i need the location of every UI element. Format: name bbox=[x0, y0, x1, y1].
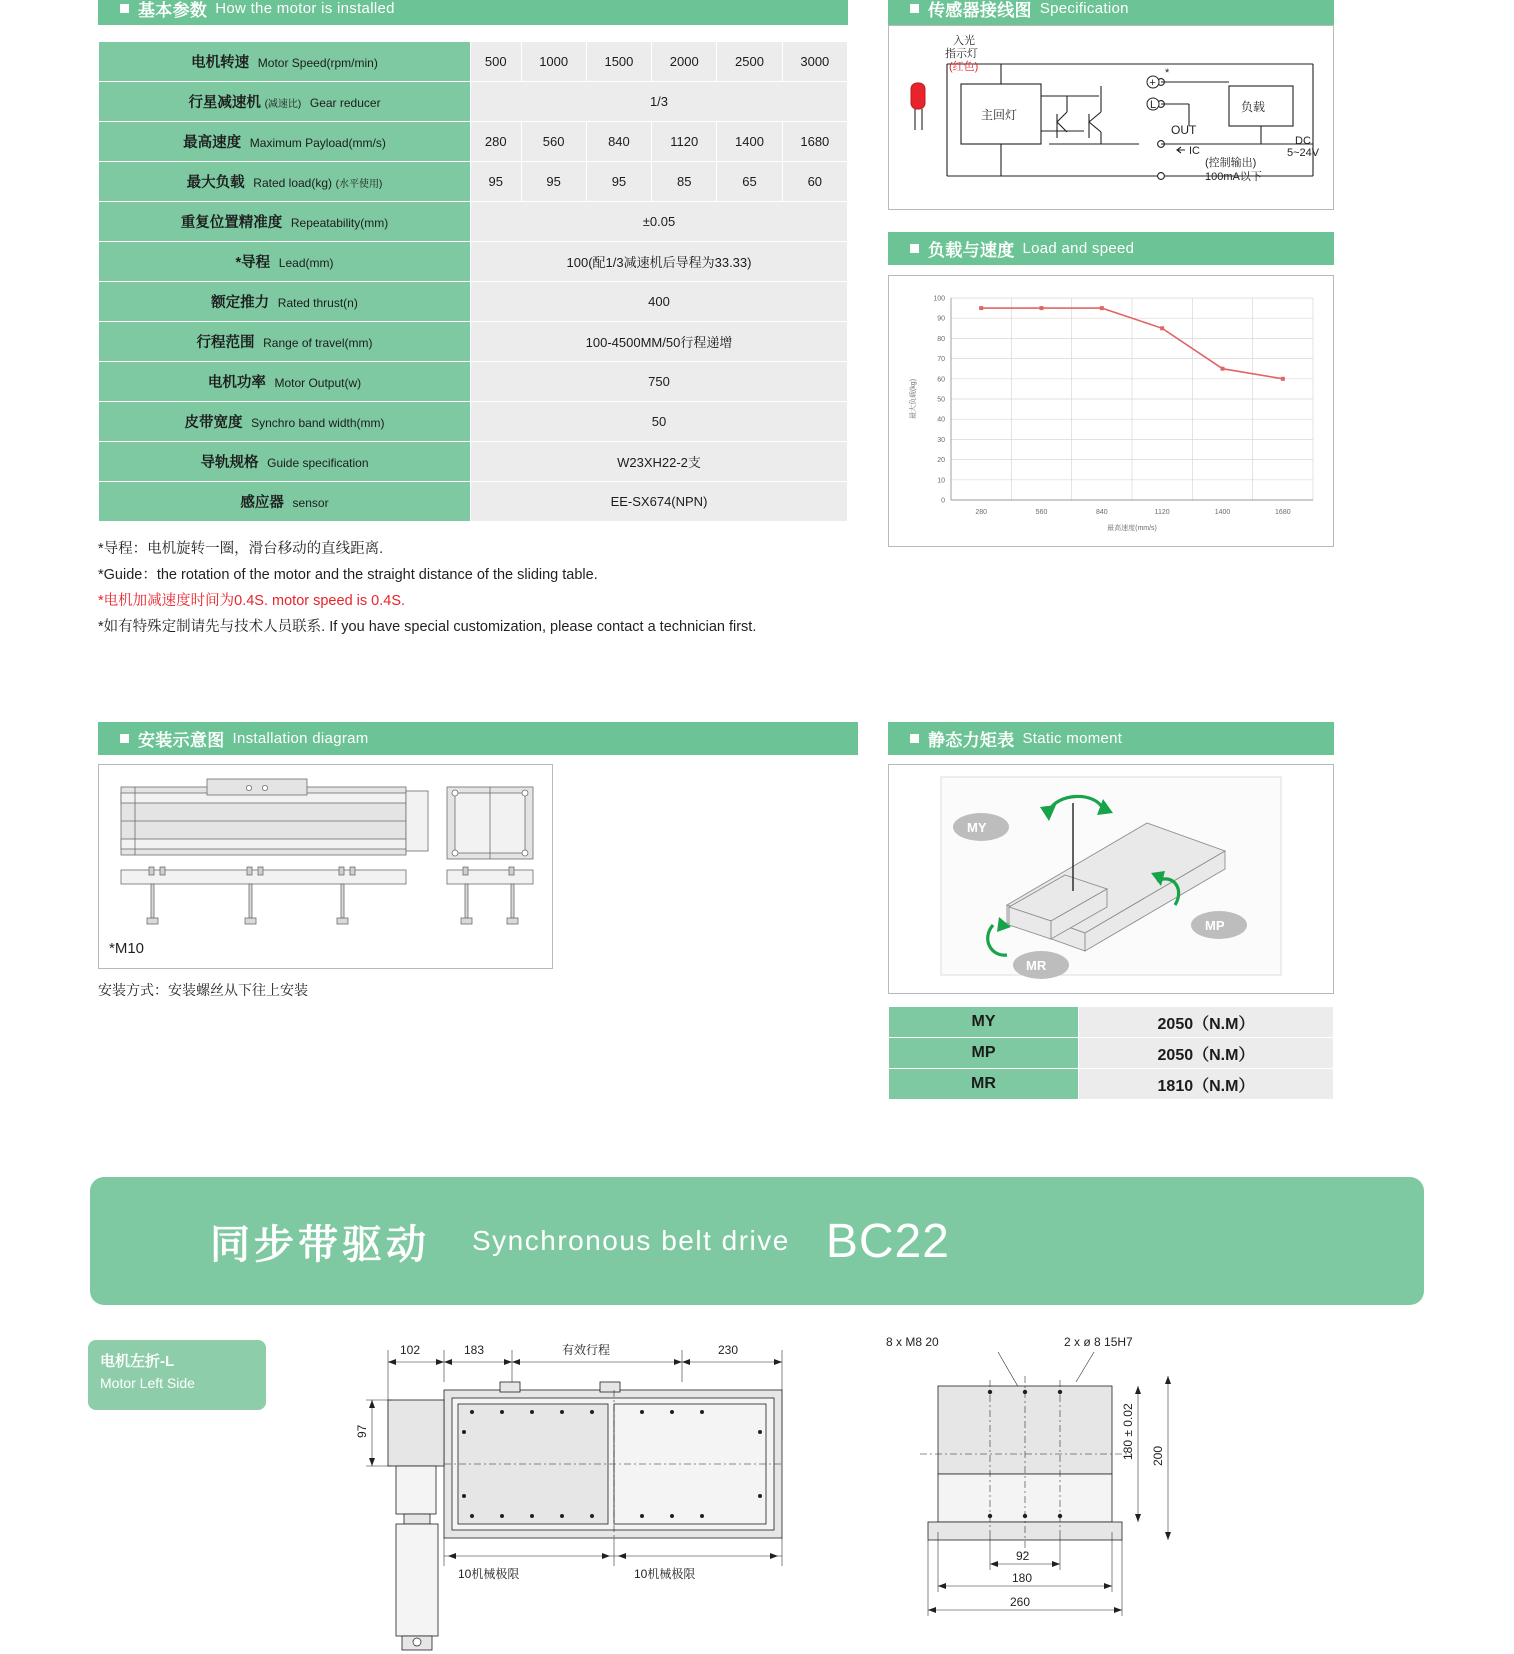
row-label-cn: 皮带宽度 bbox=[184, 415, 243, 431]
svg-text:100mA以下: 100mA以下 bbox=[1205, 171, 1262, 183]
static-moment-section bbox=[888, 722, 1334, 1100]
row-label-cn: 最大负载 bbox=[186, 175, 245, 191]
dim-183: 183 bbox=[464, 1343, 485, 1357]
cell-value: 2500 bbox=[717, 42, 782, 82]
row-label-cn: 行星减速机 bbox=[188, 95, 261, 111]
table-row bbox=[99, 442, 848, 482]
moment-key: MY bbox=[889, 1007, 1079, 1038]
cell-value: 1120 bbox=[652, 122, 717, 162]
row-label-cn: 重复位置精准度 bbox=[180, 215, 283, 231]
table-row bbox=[889, 1069, 1334, 1100]
banner-title-en: Synchronous belt drive bbox=[472, 1225, 790, 1256]
svg-text:最高速度(mm/s): 最高速度(mm/s) bbox=[1107, 525, 1157, 532]
cell-value: 500 bbox=[471, 42, 522, 82]
table-row bbox=[99, 362, 848, 402]
cell-value: 100-4500MM/50行程递增 bbox=[471, 322, 848, 362]
square-bullet-icon bbox=[910, 4, 919, 13]
section-title-cn: 负载与速度 bbox=[928, 241, 1015, 260]
basic-parameters-section bbox=[98, 0, 848, 640]
row-label-cn: 电机转速 bbox=[191, 55, 250, 71]
svg-text:80: 80 bbox=[937, 335, 945, 343]
moment-tag-my: MY bbox=[967, 820, 987, 835]
table-row bbox=[99, 402, 848, 442]
row-label-cn: 额定推力 bbox=[211, 295, 270, 311]
svg-text:(控制输出): (控制输出) bbox=[1205, 157, 1257, 169]
sensor-wiring-diagram bbox=[888, 25, 1334, 210]
section-title-cn: 静态力矩表 bbox=[928, 731, 1015, 750]
row-label-cn: 电机功率 bbox=[207, 375, 266, 391]
svg-text:280: 280 bbox=[975, 509, 988, 516]
row-label-cn: 感应器 bbox=[240, 495, 284, 511]
svg-text:L: L bbox=[1150, 99, 1157, 111]
section-header-loadspeed bbox=[888, 232, 1334, 265]
installation-note: 安装方式：安装螺丝从下往上安装 bbox=[98, 982, 308, 998]
square-bullet-icon bbox=[120, 734, 129, 743]
motor-tag-cn: 电机左折-L bbox=[100, 1353, 175, 1370]
dim-limit-right: 10机械极限 bbox=[634, 1567, 696, 1581]
table-row bbox=[889, 1038, 1334, 1069]
cell-value: 95 bbox=[586, 162, 651, 202]
table-row bbox=[99, 122, 848, 162]
cell-value: 100(配1/3减速机后导程为33.33) bbox=[471, 242, 848, 282]
parameters-table bbox=[98, 41, 848, 522]
section-title-cn: 安装示意图 bbox=[138, 731, 225, 750]
dim-92: 92 bbox=[1016, 1549, 1030, 1563]
svg-text:10: 10 bbox=[937, 477, 945, 485]
cell-value: 1/3 bbox=[471, 82, 848, 122]
row-label-en: sensor bbox=[292, 496, 329, 510]
cell-value: EE-SX674(NPN) bbox=[471, 482, 848, 522]
note-line: *如有特殊定制请先与技术人员联系. If you have special customization, please contact a technician first. bbox=[98, 619, 757, 635]
svg-text:40: 40 bbox=[937, 416, 945, 424]
dim-260: 260 bbox=[1010, 1595, 1031, 1609]
dim-200: 200 bbox=[1151, 1445, 1165, 1466]
svg-text:1120: 1120 bbox=[1154, 509, 1170, 516]
moment-tag-mp: MP bbox=[1205, 918, 1225, 933]
moment-tag-mr: MR bbox=[1026, 958, 1047, 973]
svg-text:指示灯: 指示灯 bbox=[945, 48, 978, 60]
moment-value: 2050（N.M） bbox=[1079, 1038, 1334, 1069]
cell-value: 1000 bbox=[521, 42, 586, 82]
row-label-en: Repeatability(mm) bbox=[290, 216, 389, 230]
section-title-cn: 传感器接线图 bbox=[928, 1, 1032, 20]
section-title-en: Specification bbox=[1039, 0, 1129, 17]
section-title-en: Installation diagram bbox=[232, 730, 369, 747]
table-row bbox=[889, 1007, 1334, 1038]
section-header-install bbox=[98, 722, 858, 755]
row-label-note: (减速比) bbox=[264, 99, 302, 110]
table-row bbox=[99, 82, 848, 122]
svg-text:1400: 1400 bbox=[1214, 509, 1231, 516]
cell-value: 2000 bbox=[652, 42, 717, 82]
row-label bbox=[99, 362, 471, 402]
product-banner bbox=[90, 1177, 1424, 1305]
cell-value: 280 bbox=[471, 122, 522, 162]
section-title-en: Static moment bbox=[1022, 730, 1123, 747]
banner-model-code: BC22 bbox=[825, 1214, 950, 1268]
row-label bbox=[99, 42, 471, 82]
svg-text:DC: DC bbox=[1295, 135, 1311, 147]
cell-value: 65 bbox=[717, 162, 782, 202]
table-row bbox=[99, 42, 848, 82]
section-header-sensor bbox=[888, 0, 1334, 25]
motor-orientation-tag bbox=[88, 1340, 266, 1410]
row-label bbox=[99, 402, 471, 442]
row-label-note: (水平使用) bbox=[335, 179, 383, 190]
notes-block bbox=[98, 536, 848, 640]
row-label bbox=[99, 322, 471, 362]
row-label bbox=[99, 282, 471, 322]
row-label bbox=[99, 162, 471, 202]
svg-text:840: 840 bbox=[1095, 509, 1108, 516]
row-label-cn: *导程 bbox=[235, 255, 271, 271]
row-label-en: Gear reducer bbox=[309, 96, 381, 110]
note-line-highlight: *电机加减速度时间为0.4S. motor speed is 0.4S. bbox=[98, 593, 406, 609]
section-title-en: Load and speed bbox=[1022, 240, 1135, 257]
front-view-drawing bbox=[352, 1320, 822, 1654]
row-label bbox=[99, 202, 471, 242]
row-label bbox=[99, 442, 471, 482]
svg-text:OUT: OUT bbox=[1171, 123, 1197, 137]
row-label-en: Motor Speed(rpm/min) bbox=[257, 56, 378, 70]
svg-text:50: 50 bbox=[937, 396, 945, 404]
cell-value: 750 bbox=[471, 362, 848, 402]
row-label-en: Rated thrust(n) bbox=[277, 296, 358, 310]
cell-value: 85 bbox=[652, 162, 717, 202]
table-row bbox=[99, 282, 848, 322]
section-header-static bbox=[888, 722, 1334, 755]
table-row bbox=[99, 202, 848, 242]
row-label bbox=[99, 482, 471, 522]
load-speed-chart bbox=[888, 275, 1334, 547]
cell-value: 400 bbox=[471, 282, 848, 322]
row-label-cn: 行程范围 bbox=[196, 335, 255, 351]
svg-text:IC: IC bbox=[1189, 145, 1200, 157]
row-label-en: Guide specification bbox=[267, 456, 369, 470]
dim-180: 180 bbox=[1012, 1571, 1033, 1585]
svg-text:100: 100 bbox=[933, 295, 945, 303]
cell-value: 1680 bbox=[782, 122, 847, 162]
moment-key: MR bbox=[889, 1069, 1079, 1100]
svg-text:1680: 1680 bbox=[1275, 509, 1291, 516]
static-moment-diagram bbox=[888, 764, 1334, 994]
section-header-basic bbox=[98, 0, 848, 25]
svg-text:5~24V: 5~24V bbox=[1287, 147, 1320, 159]
svg-text:30: 30 bbox=[937, 436, 945, 444]
cell-value: 840 bbox=[586, 122, 651, 162]
cell-value: 560 bbox=[521, 122, 586, 162]
specification-section bbox=[888, 0, 1334, 547]
installation-diagram bbox=[98, 764, 553, 969]
section-title-en: How the motor is installed bbox=[215, 0, 395, 17]
row-label-en: Rated load(kg) bbox=[253, 176, 333, 190]
cell-value: 3000 bbox=[782, 42, 847, 82]
row-label-en: Synchro band width(mm) bbox=[251, 416, 385, 430]
row-label bbox=[99, 122, 471, 162]
motor-tag-en: Motor Left Side bbox=[100, 1375, 195, 1391]
row-label-en: Motor Output(w) bbox=[274, 376, 362, 390]
dim-effective-stroke: 有效行程 bbox=[562, 1343, 611, 1357]
row-label-en: Lead(mm) bbox=[278, 256, 334, 270]
row-label bbox=[99, 82, 471, 122]
static-moment-table bbox=[888, 1006, 1334, 1100]
table-row bbox=[99, 162, 848, 202]
moment-value: 1810（N.M） bbox=[1079, 1069, 1334, 1100]
square-bullet-icon bbox=[910, 244, 919, 253]
svg-text:主回灯: 主回灯 bbox=[981, 108, 1018, 122]
row-label-cn: 导轨规格 bbox=[200, 455, 259, 471]
installation-section bbox=[98, 722, 858, 1000]
cell-value: W23XH22-2支 bbox=[471, 442, 848, 482]
svg-text:(红色): (红色) bbox=[949, 61, 979, 73]
dim-180-tol: 180 ± 0.02 bbox=[1121, 1403, 1135, 1460]
svg-text:+: + bbox=[1149, 76, 1156, 89]
install-marker-label: *M10 bbox=[109, 940, 145, 957]
svg-text:90: 90 bbox=[937, 315, 945, 323]
dim-holes-m8: 8 x M8 20 bbox=[886, 1335, 939, 1349]
row-label bbox=[99, 242, 471, 282]
svg-text:最大负载(kg): 最大负载(kg) bbox=[910, 378, 917, 420]
cell-value: 1400 bbox=[717, 122, 782, 162]
table-row bbox=[99, 322, 848, 362]
table-row bbox=[99, 482, 848, 522]
svg-text:60: 60 bbox=[937, 376, 945, 384]
square-bullet-icon bbox=[120, 4, 129, 13]
moment-key: MP bbox=[889, 1038, 1079, 1069]
dim-pins: 2 x ø 8 15H7 bbox=[1064, 1335, 1133, 1349]
cell-value: 60 bbox=[782, 162, 847, 202]
svg-text:560: 560 bbox=[1035, 509, 1048, 516]
cell-value: 50 bbox=[471, 402, 848, 442]
side-view-drawing bbox=[880, 1320, 1220, 1654]
moment-value: 2050（N.M） bbox=[1079, 1007, 1334, 1038]
svg-text:20: 20 bbox=[937, 457, 945, 465]
svg-text:入光: 入光 bbox=[953, 35, 975, 47]
svg-text:0: 0 bbox=[941, 497, 945, 505]
row-label-cn: 最高速度 bbox=[183, 135, 242, 151]
cell-value: 1500 bbox=[586, 42, 651, 82]
table-row bbox=[99, 242, 848, 282]
cell-value: 95 bbox=[471, 162, 522, 202]
cell-value: ±0.05 bbox=[471, 202, 848, 242]
cell-value: 95 bbox=[521, 162, 586, 202]
banner-title-cn: 同步带驱动 bbox=[210, 1222, 430, 1267]
dim-102: 102 bbox=[400, 1343, 421, 1357]
dim-limit-left: 10机械极限 bbox=[458, 1567, 520, 1581]
svg-text:*: * bbox=[1165, 67, 1170, 79]
svg-text:负载: 负载 bbox=[1241, 100, 1266, 114]
dim-230: 230 bbox=[718, 1343, 739, 1357]
row-label-en: Maximum Payload(mm/s) bbox=[249, 136, 386, 150]
dim-97: 97 bbox=[355, 1424, 369, 1438]
note-line: *导程：电机旋转一圈，滑台移动的直线距离. bbox=[98, 541, 384, 557]
row-label-en: Range of travel(mm) bbox=[263, 336, 373, 350]
note-line: *Guide：the rotation of the motor and the straight distance of the sliding table. bbox=[98, 567, 598, 583]
svg-text:70: 70 bbox=[937, 356, 945, 364]
square-bullet-icon bbox=[910, 734, 919, 743]
section-title-cn: 基本参数 bbox=[138, 1, 208, 20]
